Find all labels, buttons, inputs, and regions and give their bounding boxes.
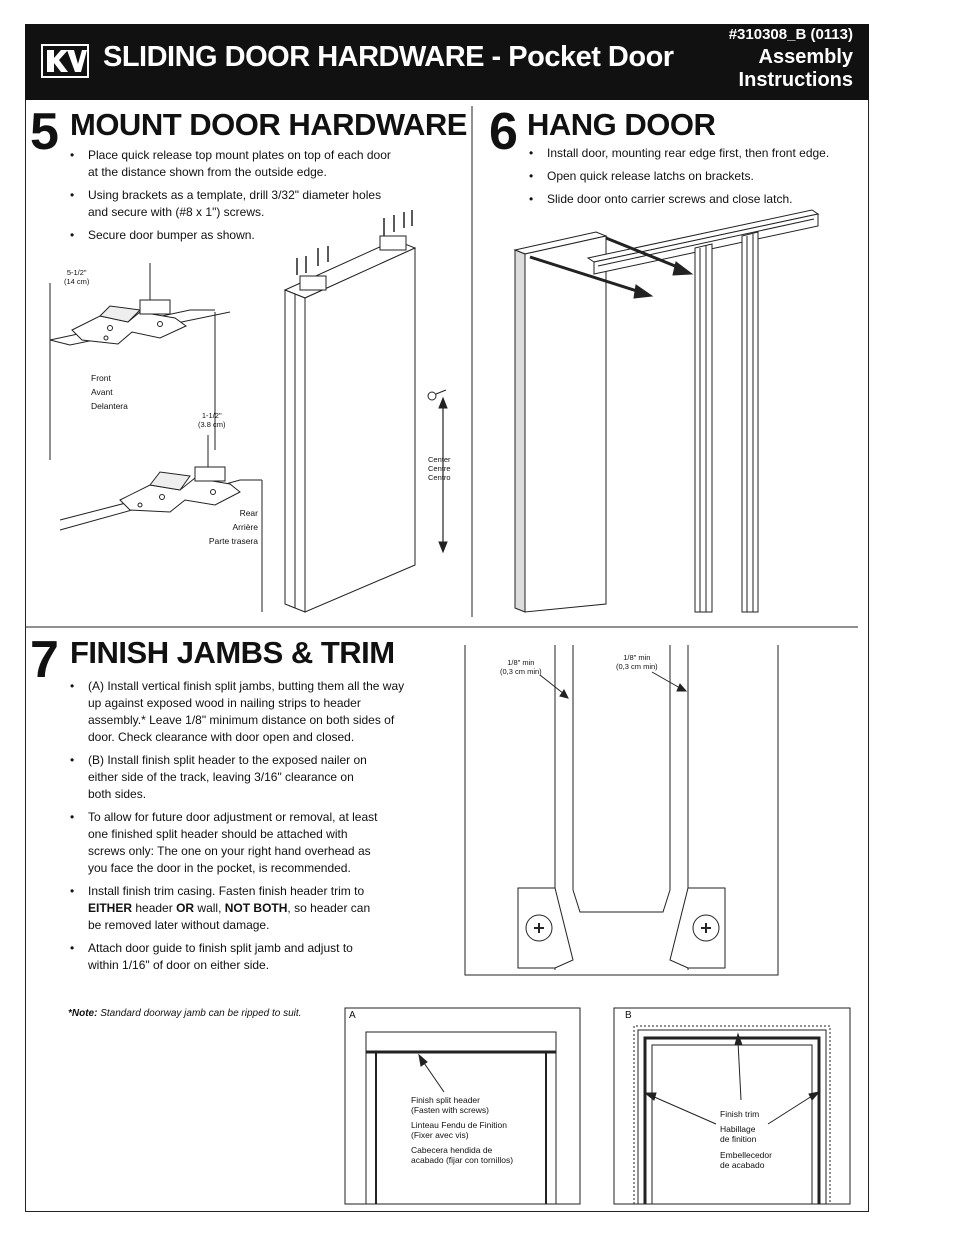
bullet4-part: wall, (194, 901, 225, 915)
panel-a-line: Linteau Fendu de Finition (411, 1120, 507, 1130)
document-number: #310308_B (0113) (728, 26, 853, 43)
panel-a-line: (Fasten with screws) (411, 1105, 489, 1115)
bullet4-or: OR (176, 901, 195, 915)
step7-bullet: • Attach door guide to finish split jamb and adjust to within 1/16" of door on either side. (70, 940, 378, 974)
center-es: Centro (428, 473, 451, 482)
rear-en: Rear (239, 508, 258, 518)
step5-bullet: • Place quick release top mount plates on top of each door at the distance shown from the outside edge. (70, 147, 400, 181)
panel-b-callout (720, 1109, 772, 1170)
panel-b-line: Embellecedor (720, 1150, 772, 1160)
clearance-right: 1/8" min (623, 653, 651, 662)
note-text: Standard doorway jamb can be ripped to suit. (97, 1008, 302, 1019)
step6-bullet: • Open quick release latchs on brackets. (529, 168, 849, 185)
center-en: Center (428, 455, 451, 464)
front-en: Front (91, 373, 111, 383)
step5-bullet: • Using brackets as a template, drill 3/32" diameter holes and secure with (#8 x 1") screws. (70, 187, 400, 221)
panel-b-line: de finition (720, 1134, 757, 1144)
note-label: *Note: (68, 1008, 98, 1019)
assembly-line1: Assembly (758, 46, 853, 68)
clearance-left-metric: (0,3 cm min) (500, 667, 542, 676)
panel-b-line: Finish trim (720, 1109, 760, 1119)
bullet4-part: , so header can be removed later without damage. (88, 901, 371, 932)
dim2-metric-label: (3.8 cm) (198, 420, 226, 429)
step5-heading: MOUNT DOOR HARDWARE (70, 107, 467, 142)
step7-bullet: • To allow for future door adjustment or removal, at least one finished split header should be attached with screws only: The one on your right hand overhead as you face the door in the pocket, is recommended. (70, 809, 378, 877)
front-es: Delantera (91, 401, 128, 411)
rear-fr: Arrière (232, 522, 258, 532)
step5-number: 5 (30, 103, 59, 161)
panel-b-line: Habillage (720, 1124, 756, 1134)
step6-bullet: • Slide door onto carrier screws and close latch. (529, 191, 849, 208)
panel-a-line: Cabecera hendida de (411, 1145, 493, 1155)
dim2-label: 1-1/2" (201, 411, 222, 420)
step5-bullet: • Secure door bumper as shown. (70, 227, 400, 244)
rear-es: Parte trasera (208, 536, 258, 546)
step7-heading: FINISH JAMBS & TRIM (70, 635, 395, 670)
step7-bullet: • (B) Install finish split header to the exposed nailer on either side of the track, leaving 3/16" clearance on both sides. (70, 752, 378, 803)
bullet4-part: Install finish trim casing. Fasten finish header trim to (88, 884, 365, 898)
panel-b-letter: B (625, 1010, 632, 1021)
center-fr: Centre (428, 464, 451, 473)
panel-a-line: acabado (fijar con tornillos) (411, 1155, 514, 1165)
panel-b-line: de acabado (720, 1160, 765, 1170)
bullet4-part: header (132, 901, 177, 915)
step7-number: 7 (30, 631, 59, 689)
document-title: SLIDING DOOR HARDWARE - Pocket Door (103, 41, 674, 73)
dim1-label: 5-1/2" (66, 268, 87, 277)
dim1-metric-label: (14 cm) (64, 277, 90, 286)
bullet4-either: EITHER (88, 901, 133, 915)
panel-a-letter: A (349, 1010, 356, 1021)
clearance-left: 1/8" min (507, 658, 535, 667)
clearance-right-metric: (0,3 cm min) (616, 662, 658, 671)
panel-a-line: (Fixer avec vis) (411, 1130, 469, 1140)
step6-bullet: • Install door, mounting rear edge first, then front edge. (529, 145, 849, 162)
step6-heading: HANG DOOR (527, 107, 716, 142)
step6-number: 6 (489, 103, 518, 161)
front-fr: Avant (91, 387, 113, 397)
step7-bullet: • (A) Install vertical finish split jambs, butting them all the way up against exposed wood in nailing strips to header assembly.* Leave 1/8" minimum distance on both sides of door. Check clearance with door open and closed. (70, 678, 420, 746)
panel-a-line: Finish split header (411, 1095, 480, 1105)
assembly-line2: Instructions (738, 69, 853, 91)
bullet4-not-both: NOT BOTH (224, 901, 288, 915)
